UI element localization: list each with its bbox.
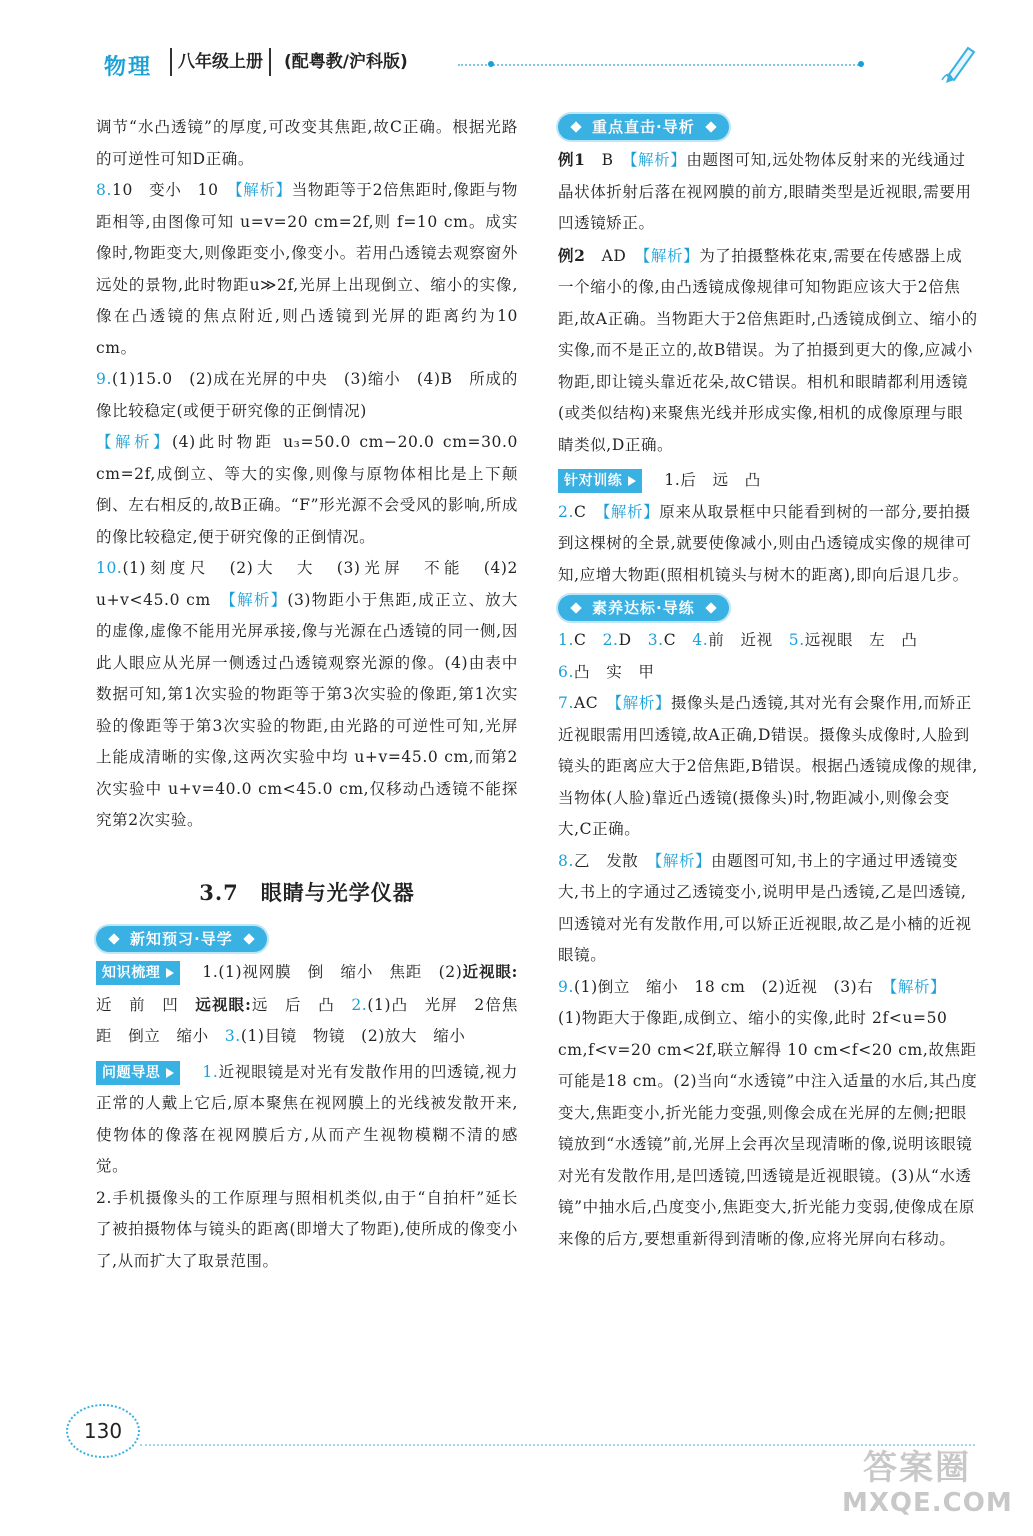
diamond-icon <box>705 602 716 613</box>
a5-answer: 远视眼 左 凸 <box>804 631 918 649</box>
diamond-icon <box>243 933 254 944</box>
a7-analysis: 摄像头是凸透镜,其对光有会聚作用,而矫正近视眼需用凹透镜,故A正确,D错误。摄像头成像时,人脸到镜头的距离应大于2倍焦距,B错误。根据凸透镜成像的规律,当物体(人脸)靠近凸透镜(摄像头)时,物距减小,则像会变大,C正确。 <box>558 694 978 838</box>
knowledge-summary <box>96 956 518 1053</box>
q9-analysis: (4)此时物距 u₃=50.0 cm−20.0 cm=30.0 cm=2f,成倒立、等大的实像,则像与原物体相比是上下颠倒、左右相反的,故B正确。“F”形光源不会受风的影响,所成的像比较稳定,便于研究像的正倒情况。 <box>96 433 518 546</box>
subject-title: 物理 <box>104 55 153 80</box>
targeted-training <box>558 465 978 497</box>
q8-answer: 10 变小 10 <box>112 181 219 199</box>
near-sight-answer: 近 前 凹 <box>96 995 196 1014</box>
answer-q8 <box>96 175 518 364</box>
q9-answer: (1)15.0 (2)成在光屏的中央 (3)缩小 (4)B 所成的像比较稳定(或便于研究像的正倒情况) <box>96 370 518 420</box>
banner-practice <box>558 595 729 621</box>
analysis-tag: 【解析】 <box>642 246 700 265</box>
a9-number: 9. <box>558 977 574 996</box>
a1-number: 1. <box>558 631 574 649</box>
a9-answer: (1)倒立 缩小 18 cm (2)近视 (3)右 <box>574 977 890 996</box>
banner-key-label: 重点直击·导析 <box>592 118 695 136</box>
zd2-number: 2. <box>558 502 574 521</box>
ex2-analysis: 为了拍摄整株花束,需要在传感器上成一个缩小的像,由凸透镜成像规律可知物距应该大于2倍焦距,故A正确。当物距大于2倍焦距时,凸透镜成倒立、缩小的实像,而不是正立的,故B错误。为了拍摄到更大的像,应减小物距,即让镜头靠近花朵,故C错误。相机和眼睛都利用透镜(或类似结构)来聚焦光线并形成实像,相机的成像原理与眼睛类似,D正确。 <box>558 246 978 454</box>
banner-practice-label: 素养达标·导练 <box>592 599 695 617</box>
analysis-tag: 【解析】 <box>234 181 292 199</box>
analysis-tag: 【解析】 <box>654 851 712 870</box>
far-sight-label: 远视眼: <box>195 994 252 1014</box>
a6-number: 6. <box>558 662 574 681</box>
analysis-tag: 【解析】 <box>629 151 687 169</box>
diamond-icon <box>705 121 716 132</box>
practice-answer-7 <box>558 688 978 846</box>
a4-number: 4. <box>692 631 709 649</box>
question-guide <box>96 1057 518 1183</box>
ex2-label: 例2 <box>558 245 586 265</box>
a8-analysis: 由题图可知,书上的字通过甲透镜变大,书上的字通过乙透镜变小,说明甲是凸透镜,乙是凹透镜,凹透镜对光有发散作用,可以矫正近视眼,故乙是小楠的近视眼镜。 <box>558 851 972 964</box>
section-title: 3.7 眼睛与光学仪器 <box>199 879 415 905</box>
wt1-number: 1. <box>202 1062 219 1081</box>
a7-answer: AC <box>574 694 615 712</box>
answer-q10 <box>96 553 535 837</box>
example-1 <box>558 144 978 240</box>
a1-answer: C <box>574 631 603 649</box>
a8-number: 8. <box>558 851 574 870</box>
example-2 <box>558 240 978 462</box>
question-guide-2: 2.手机摄像头的工作原理与照相机类似,由于“自拍杆”延长了被拍摄物体与镜头的距离(即增大了物距),使所成的像变小了,从而扩大了取景范围。 <box>96 1188 518 1270</box>
page-header <box>98 40 978 84</box>
q10-answer: (1)刻度尺 (2)大 大 (3)光屏 不能 (4)2 u+v<45.0 cm <box>96 559 535 609</box>
ex1-answer: B <box>585 151 630 169</box>
banner-preview-label: 新知预习·导学 <box>130 930 233 948</box>
ex1-label: 例1 <box>558 150 586 169</box>
watermark-bottom: MXQE.COM <box>842 1488 1013 1518</box>
zs-item1: 1.(1)视网膜 倒 缩小 焦距 (2) <box>202 963 463 981</box>
far-sight-answer: 远 后 凸 <box>251 995 352 1014</box>
answer-q9 <box>96 364 518 427</box>
footer-dotted-line <box>140 1444 975 1446</box>
diamond-icon <box>570 602 581 613</box>
ex2-answer: AD <box>585 246 643 265</box>
header-dot <box>858 61 864 67</box>
zd2-analysis: 原来从取景框中只能看到树的一部分,要拍摄到这棵树的全景,就要使像减小,则由凸透镜成实像的规律可知,应增大物距(照相机镜头与树木的距离),即向后退几步。 <box>558 502 972 584</box>
zd1-answer: 1.后 远 凸 <box>664 471 761 489</box>
diamond-icon <box>570 121 581 132</box>
a4-answer: 前 近视 <box>708 631 789 649</box>
diamond-icon <box>108 933 119 944</box>
near-sight-label: 近视眼: <box>462 962 519 981</box>
q10-analysis: (3)物距小于焦距,成正立、放大的虚像,虚像不能用光屏承接,像与光源在凸透镜的同一侧,因此人眼应从光屏一侧透过凸透镜观察光源的像。(4)由表中数据可知,第1次实验的物距等于第3次实验的像距,第1次实验的像距等于第3次实验的物距,由光路的可逆性可知,光屏上能成清晰的实像,这两次实验中均 u+v=45.0 cm,而第2次实验中 u+v=40.0 cm<45.0 cm,仅移动凸透镜不能探究第2次实验。 <box>96 590 519 829</box>
a6-answer: 凸 实 甲 <box>574 662 655 681</box>
a5-number: 5. <box>788 631 805 649</box>
q8-analysis: 当物距等于2倍焦距时,像距与物距相等,由图像可知 u=v=20 cm=2f,则 f=10 cm。成实像时,物距变大,则像距变小,像变小。若用凸透镜去观察窗外远处的景物,此时物距u≫2f,光屏上出现倒立、缩小的实像,像在凸透镜的焦点附近,则凸透镜到光屏的距离约为10 cm。 <box>96 181 519 357</box>
page-number: 130 <box>66 1404 140 1458</box>
grade-label: 八年级上册 <box>170 48 271 76</box>
practice-answer-8 <box>558 846 978 972</box>
pen-icon <box>938 40 978 84</box>
zs2-number: 2. <box>351 995 368 1014</box>
right-column <box>558 112 978 1255</box>
watermark-top: 答案圈 <box>863 1448 971 1488</box>
zd2-para <box>558 497 978 592</box>
a7-number: 7. <box>558 694 574 712</box>
a3-answer: C <box>663 631 693 649</box>
continued-paragraph: 调节“水凸透镜”的厚度,可改变其焦距,故C正确。根据光路的可逆性可知D正确。 <box>96 118 518 168</box>
q9-number: 9. <box>96 370 112 388</box>
q8-number: 8. <box>96 181 112 199</box>
zs-item3: (1)目镜 物镜 (2)放大 缩小 <box>240 1027 466 1045</box>
a2-number: 2. <box>602 631 619 649</box>
q9-analysis-para <box>96 427 518 553</box>
a9-analysis: (1)物距大于像距,成倒立、缩小的实像,此时 2f<u=50 cm,f<v=20 cm<2f,联立解得 10 cm<f<20 cm,故焦距可能是18 cm。(2)当向“水透镜”中注入适量的水后,其凸度变大,焦距变小,折光能力变强,则像会成在光屏的左侧;把眼镜放到“水透镜”前,光屏上会再次呈现清晰的像,说明该眼镜对光有发散作用,是凹透镜,凹透镜是近视眼镜。(3)从“水透镜”中抽水后,凸度变小,焦距变大,折光能力变弱,使像成在原来像的后方,要想重新得到清晰的像,应将光屏向右移动。 <box>558 1009 978 1248</box>
flag-targeted-training: 针对训练 <box>558 469 642 493</box>
analysis-tag: 【解析】 <box>228 590 288 609</box>
a3-number: 3. <box>647 631 664 649</box>
zs3-number: 3. <box>224 1027 241 1045</box>
practice-answer-9 <box>558 972 978 1004</box>
zs-item2: (1)凸 光屏 2倍焦距 倒立 缩小 <box>96 995 519 1045</box>
ex1-analysis: 由题图可知,远处物体反射来的光线通过晶状体折射后落在视网膜的前方,眼睛类型是近视眼,需要用凹透镜矫正。 <box>558 151 972 232</box>
analysis-tag: 【解析】 <box>602 502 660 521</box>
flag-question-guide: 问题导思 <box>96 1061 180 1085</box>
practice-answers-1-5 <box>558 625 978 657</box>
header-dotted-line <box>458 64 863 66</box>
edition-label: (配粤教/沪科版) <box>284 52 408 72</box>
analysis-tag: 【解析】 <box>889 977 947 996</box>
practice-answer-6 <box>558 657 978 689</box>
wt1-text: 近视眼镜是对光有发散作用的凹透镜,视力正常的人戴上它后,原本聚焦在视网膜上的光线被发散开来,使物体的像落在视网膜后方,从而产生视物模糊不清的感觉。 <box>96 1062 518 1175</box>
analysis-tag: 【解析】 <box>614 694 672 712</box>
flag-knowledge: 知识梳理 <box>96 961 180 985</box>
analysis-tag: 【解析】 <box>96 433 172 451</box>
a2-answer: D <box>618 631 648 649</box>
header-dot <box>488 61 494 67</box>
banner-preview <box>96 926 267 952</box>
q10-number: 10. <box>96 559 123 577</box>
a8-answer: 乙 发散 <box>574 851 655 870</box>
watermark-logo <box>842 1448 1013 1528</box>
left-column <box>96 112 535 1277</box>
zd2-answer: C <box>574 502 587 521</box>
banner-key-points <box>558 114 729 140</box>
